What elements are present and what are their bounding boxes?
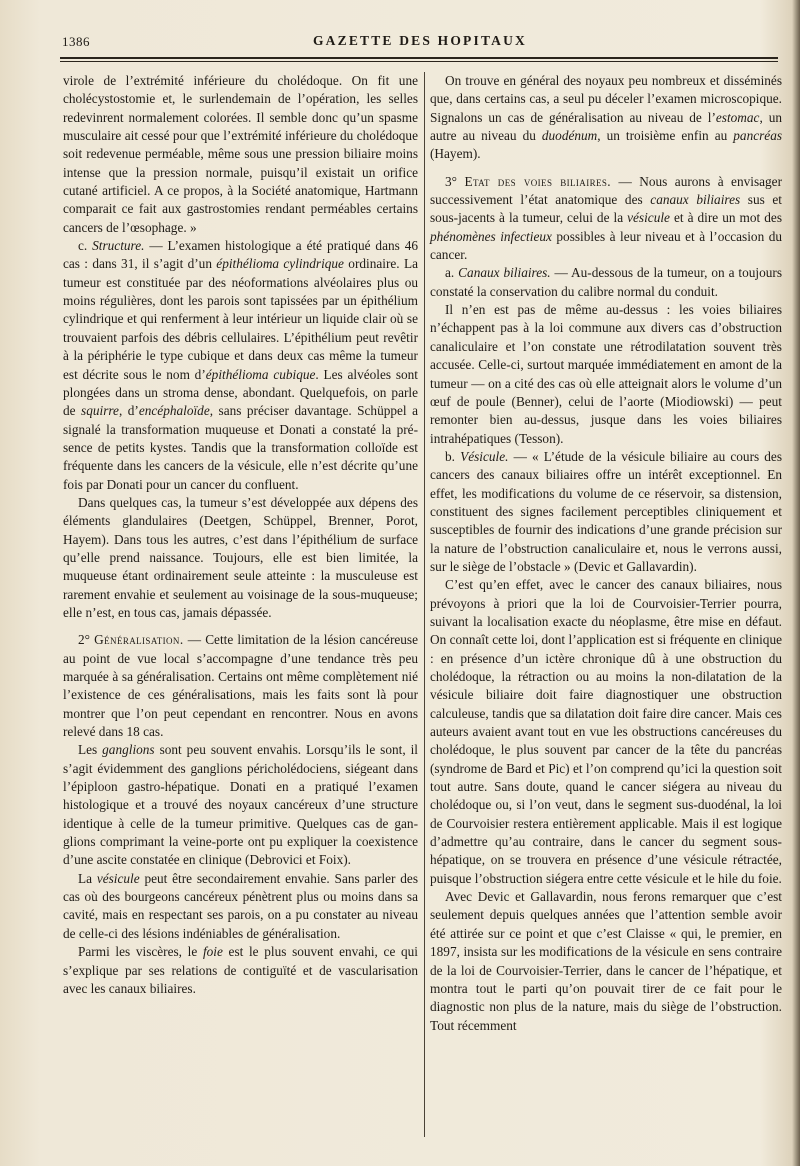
paragraph-generalisation: 2° Généralisation. — Cette limitation de la lésion cancéreuse au point de vue local s’accompagne d’une tendance très peu marquée à sa généralisation. Certains ont même complètement nié l’existence de ces généralisations, mais les faits sont là pour montrer que l’on peut cependant en rencontrer. Nous en avons relevé dans 18 cas. xyxy=(63,632,418,740)
header-rule-thin xyxy=(60,61,778,62)
section-title: Etat des voies biliaires. xyxy=(464,173,612,189)
left-column xyxy=(63,72,418,998)
paragraph-vesicule-b: b. Vésicule. — « L’étude de la vésicule biliaire au cours des cancers des canaux biliaires offre un intérêt exceptionnel. En effet, les modifications du volume de ce réservoir, sa distension, constituent des signes facilement perceptibles cliniquement et susceptibles de fournir des indications d’une grande précision sur la nature de l’obstruction canaliculaire et, nous le verrons aussi, sur le siège de l’obstacle » (Devic et Gallavardin). xyxy=(430,448,782,574)
paragraph: Avec Devic et Gallavardin, nous ferons remarquer que c’est seulement depuis quelques années que l’attention semble avoir été attirée sur ce point et que c’est Claisse « qui, le premier, en 1897, insista sur les modifications de la vésicule en sens contraire de la loi de Courvoisier-Terrier, dans le cancer de l’hépatique, et montra tout le parti qu’on pouvait tirer de ce fait pour le diagnostic non plus de la nature, mais du siège de l’obstruction. Tout récemment xyxy=(430,889,782,1033)
paragraph-noyaux: On trouve en général des noyaux peu nombreux et disséminés que, dans certains cas, a seul pu déceler l’examen microscopique. Signalons un cas de généralisation au niveau de l’estomac, un autre au niveau du duodénum, un troisième enfin au pancréas (Hayem). xyxy=(430,73,783,162)
section-title: Structure. xyxy=(92,238,145,254)
section-title: Généralisation. xyxy=(94,632,184,648)
paragraph-foie: Parmi les viscères, le foie est le plus souvent envahi, ce qui s’explique par ses relations de contiguïté et de vascularisation avec les canaux biliaires. xyxy=(63,944,418,996)
paragraph-structure: c. Structure. — L’examen histologique a été pratiqué dans 46 cas : dans 31, il s’agit d’un épithélioma cylindrique ordinaire. La tumeur est constituée par des néoformations alvéolaires plus ou moins régulières, dont les parois sont tapissées par un épithélium cylindrique et qui renferment à leur intérieur un liquide clair où se trouvaient parfois des débris cellulaires. L’épithélium peut revêtir à la périphérie le type cubique et dans deux cas même la tumeur est décrite sous le nom d’épithélioma cubique. Les alvéoles sont plongées dans un stroma dense, abondant. Quelquefois, on parle de squirre, d’encéphaloïde, sans préciser davantage. Schüppel a signalé la transformation muqueuse et Donati a constaté la présence de petits kystes. Tandis que la transformation colloïde est fréquente dans les cancers de la vésicule, elle n’est décrite qu’une fois par Donati pour un cancer du confluent. xyxy=(63,238,418,492)
section-title: Canaux biliaires. xyxy=(458,265,551,281)
section-title: Vésicule. xyxy=(460,448,509,464)
page-header xyxy=(60,32,780,54)
page-number: 1386 xyxy=(62,34,90,49)
paragraph: C’est qu’en effet, avec le cancer des canaux biliaires, nous prévoyons à priori que la loi de Courvoisier-Terrier pourra, suivant la localisation exacte du néoplasme, être mise en défaut. On connaît cette loi, dont l’application est si fréquente en clinique : en présence d’un ictère chronique dû à une obstruction du cholédoque, la rétraction ou au moins la non-dilatation de la vésicule biliaire doit faire diagnostiquer une obstruction calculeuse, tandis que sa dilatation doit faire dire cancer. Mais ces auteurs avaient avant tout en vue les obstructions cancéreuses du cholédoque, le plus souvent par cancer de la tête du pancréas (syndrome de Bard et Pic) et l’on comprend qu’ici la question soit tout autre. Sans doute, quand le cancer siégera au niveau du cholédoque ou, si l’on veut, dans le segment sus-duodénal, la loi de Courvoisier restera entièrement applicable. Mais il est logique d’admettre qu’au contraire, dans le cancer du segment sous-hépatique, on se trouvera en présence d’une vésicule rétractée, puisque l’obstruction siégera entre cette vésicule et le hile du foie. xyxy=(430,577,782,886)
paragraph: virole de l’extrémité inférieure du cholédoque. On fit une cholécystostomie et, le surlendemain de l’opération, les selles redevinrent normalement colorées. Il semble donc qu’un spasme musculaire ait cessé pour que l’extrémité inférieure du cholédoque soit redevenue perméable, même sous une pression biliaire moins intense que la pression normale, puisqu’il existait un orifice cutané artificiel. A ce propos, à la Société anatomique, Hartmann comparait ce fait aux gastrostomies rendant perméables certains cancers de l’œsophage. » xyxy=(63,73,418,235)
paragraph-ganglions: Les ganglions sont peu souvent envahis. Lorsqu’ils le sont, il s’agit évidemment des ganglions péricholédociens, siégeant dans l’épiploon gastro-hépatique. Donati en a pratiqué l’examen histologique et a trouvé des noyaux cancéreux d’une structure identique à celle de la tumeur primitive. Quelques cas de ganglions comprimant la veine-porte ont pu expliquer la coexistence d’une ascite constatée en clinique (Debrovici et Foix). xyxy=(63,742,418,868)
paragraph-canaux: a. Canaux biliaires. — Au-dessous de la tumeur, on a toujours constaté la conservation du calibre normal du conduit. xyxy=(430,265,783,299)
journal-title: GAZETTE DES HOPITAUX xyxy=(312,33,528,48)
paragraph-vesicule: La vésicule peut être secondairement envahie. Sans parler des cas où des bourgeons cancéreux pénètrent plus ou moins dans sa cavité, mais en respectant ses parois, on a pu constater au niveau de celle-ci des lésions indéniables de généralisation. xyxy=(63,870,418,941)
header-rule-thick xyxy=(60,57,778,59)
column-divider xyxy=(424,72,425,1137)
paragraph-voies-biliaires: 3° Etat des voies biliaires. — Nous aurons à envisager successivement l’état anatomique des canaux biliaires sus et sous-jacents à la tumeur, celui de la vésicule et à dire un mot des phénomènes infectieux possibles à leur niveau et à l’occasion du cancer. xyxy=(430,173,783,263)
right-column xyxy=(430,72,782,1035)
paragraph: Il n’en est pas de même au-dessus : les voies biliaires n’échappent pas à la loi commune aux divers cas d’obstruction canaliculaire et l’on constate une rétrodilatation souvent très accusée. Celle-ci, surtout marquée immédiatement en amont de la tumeur — on a cité des cas où elle atteignait alors le volume d’un œuf de poule (Benner), celui de l’aorte (Miodiowski) — peut remonter bien au-dessus, jusque dans les voies biliaires intrahépatiques (Tesson). xyxy=(430,302,782,446)
paragraph: Dans quelques cas, la tumeur s’est développée aux dépens des éléments glandulaires (Deetgen, Schüppel, Brenner, Porot, Hayem). Dans tous les autres, c’est dans l’épithélium de surface qu’elle prend naissance. Toujours, elle est bien limitée, la muqueuse étant ordinairement seule atteinte : la musculeuse est rarement envahie et seulement au voisinage de la sous-muqueuse; elle n’est, en tous cas, jamais dépassée. xyxy=(63,494,418,620)
